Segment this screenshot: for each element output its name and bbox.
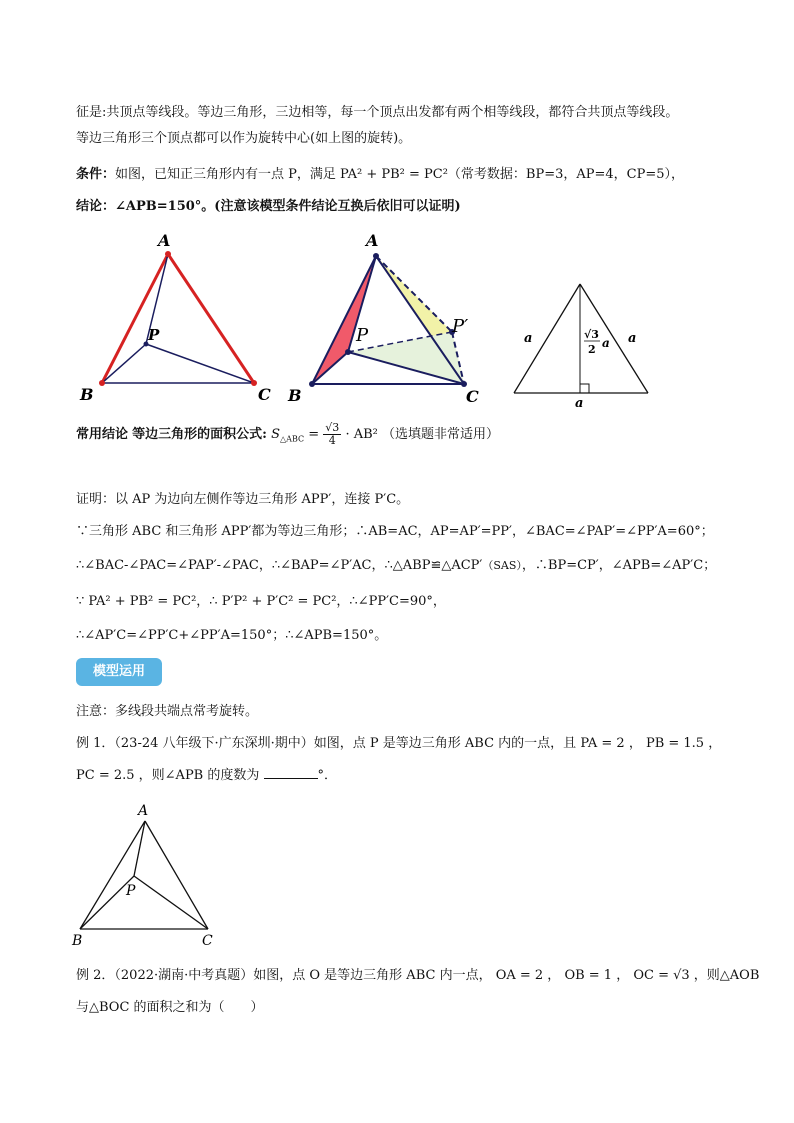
formula-s: S	[271, 427, 281, 442]
condition-label: 条件：	[76, 167, 116, 182]
formula-den: 4	[328, 434, 336, 447]
note-line	[76, 702, 258, 722]
example-1-question: PC = 2.5 ，则∠APB 的度数为	[76, 768, 260, 783]
ex1-fig-label-A: A	[138, 803, 149, 819]
example-1-line-1: 例 1．（23-24 八年级下·广东深圳·期中）如图，点 P 是等边三角形 ABC 内的一点，且 PA = 2 ， PB = 1.5 ，	[76, 736, 722, 751]
common-conclusion-line	[76, 422, 499, 453]
section-badge-model-usage: 模型运用	[76, 658, 162, 686]
example-1-degree: °．	[317, 768, 338, 783]
formula-tail: · AB²	[345, 427, 378, 442]
ex1-fig-label-P: P	[126, 883, 136, 899]
fig3-label-a-right: a	[628, 331, 637, 346]
fig2-label-B: B	[288, 386, 302, 405]
example-1-line-2	[76, 766, 337, 786]
proof-line-2: ∵三角形 ABC 和三角形 APP′都为等边三角形；∴AB=AC，AP=AP′=PP′，∠BAC=∠PAP′=∠PP′A=60°；	[76, 524, 714, 539]
fig1-label-C: C	[258, 385, 271, 404]
figure-3-equilateral-height	[508, 276, 658, 411]
example-1-answer-blank[interactable]	[264, 766, 318, 779]
proof-line-3-tail: ，∴BP=CP′，∠APB=∠AP′C；	[521, 558, 717, 573]
intro-line-1: 征是:共顶点等线段。等边三角形，三边相等，每一个顶点出发都有两个相等线段，都符合共顶点等线段。	[76, 105, 679, 120]
figure-2-rotation	[286, 228, 496, 408]
fig3-label-a-left: a	[524, 331, 533, 346]
fig2-label-C: C	[466, 387, 479, 406]
proof-line-5: ∴∠AP′C=∠PP′C+∠PP′A=150°；∴∠APB=150°。	[76, 628, 388, 643]
formula-num: √3	[325, 421, 340, 434]
ex1-fig-label-B: B	[72, 933, 83, 949]
fig2-label-Pprime: P′	[452, 316, 469, 337]
fig2-label-P: P	[356, 325, 369, 346]
fig1-label-B: B	[80, 385, 94, 404]
formula-sub: △ABC	[280, 434, 305, 444]
fig3-height-num: √3	[584, 328, 599, 341]
conclusion-line	[76, 197, 461, 217]
note-text: 多线段共端点常考旋转。	[115, 704, 259, 719]
formula-eq: =	[308, 427, 320, 442]
fig1-label-A: A	[158, 231, 171, 250]
common-text: 等边三角形的面积公式:	[132, 427, 267, 442]
condition-text: 如图，已知正三角形内有一点 P，满足 PA² + PB² = PC²（常考数据：BP=3，AP=4，CP=5），	[115, 167, 685, 182]
intro-line-2: 等边三角形三个顶点都可以作为旋转中心(如上图的旋转)。	[76, 131, 412, 146]
conclusion-label: 结论：	[76, 199, 116, 214]
fig3-height-den: 2	[588, 343, 596, 356]
common-label: 常用结论	[76, 427, 129, 442]
figure-1-triangle	[78, 228, 278, 408]
example-2-line-1: 例 2．（2022·湖南·中考真题）如图，点 O 是等边三角形 ABC 内一点， OA = 2 ， OB = 1 ， OC = √3 ，则△AOB	[76, 968, 760, 983]
proof-line-3-sas: （SAS）	[482, 559, 522, 572]
proof-line-1: 证明：以 AP 为边向左侧作等边三角形 APP′，连接 P′C。	[76, 492, 410, 507]
example-2-line-2: 与△BOC 的面积之和为（ ）	[76, 1000, 264, 1015]
proof-line-3-main: ∴∠BAC-∠PAC=∠PAP′-∠PAC，∴∠BAP=∠P′AC，∴△ABP≌△ACP′	[76, 558, 483, 573]
proof-line-4: ∵ PA² + PB² = PC²，∴ P′P² + P′C² = PC²，∴∠PP′C=90°，	[76, 594, 446, 609]
common-note: （选填题非常适用）	[382, 427, 500, 442]
proof-line-3	[76, 556, 716, 576]
note-label: 注意：	[76, 704, 116, 719]
ex1-fig-label-C: C	[202, 933, 213, 949]
fig1-label-P: P	[148, 326, 160, 344]
formula-fraction	[323, 422, 341, 447]
condition-line	[76, 165, 684, 185]
fig3-label-a-bottom: a	[575, 396, 584, 411]
example-1-figure	[70, 795, 230, 955]
fig3-height-var: a	[602, 336, 610, 350]
conclusion-text: ∠APB=150°。(注意该模型条件结论互换后依旧可以证明)	[115, 199, 461, 214]
fig2-label-A: A	[366, 231, 379, 250]
